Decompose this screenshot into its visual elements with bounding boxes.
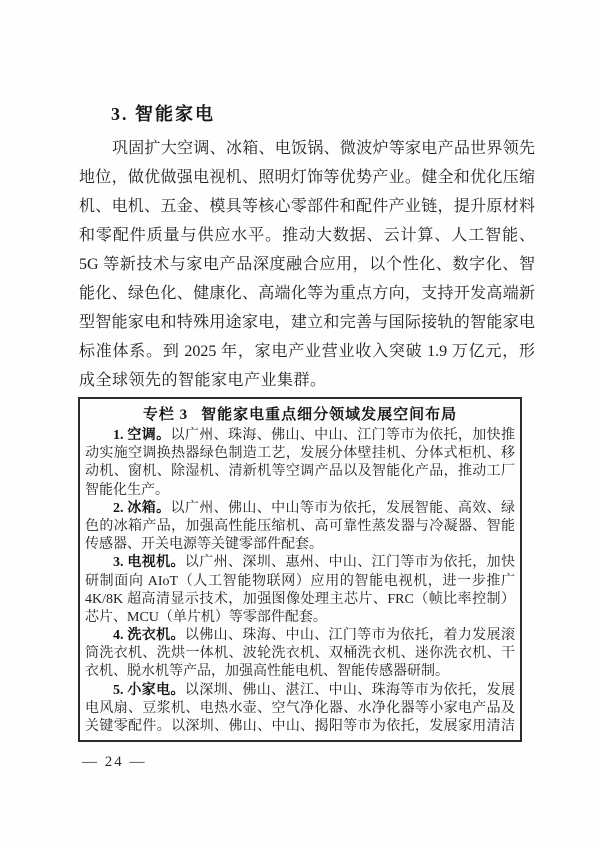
paragraph-line: 标准体系。到 2025 年，家电产业营业收入突破 1.9 万亿元，形: [79, 343, 535, 360]
box-item-line: 3. 电视机。以广州、深圳、惠州、中山、江门等市为依托，加快: [113, 555, 516, 571]
box-item-line: 衣机、脱水机等产品，加强高性能电机、智能传感器研制。: [85, 664, 449, 680]
box-items: [85, 427, 515, 736]
paragraph-line: 成全球领先的智能家电产业集群。: [79, 372, 327, 389]
box-item-lead: 1. 空调。: [113, 428, 171, 443]
box-item-line: 芯片、MCU（单片机）等零部件配套。: [85, 609, 327, 625]
section-heading: 3. 智能家电: [111, 104, 215, 124]
box-item-line: 5. 小家电。以深圳、佛山、湛江、中山、珠海等市为依托，发展: [113, 682, 516, 698]
box-tag: 专栏 3: [142, 407, 189, 423]
box-item-line: 电风扇、豆浆机、电热水壶、空气净化器、水净化器等小家电产品及: [85, 700, 515, 716]
paragraph-line: 巩固扩大空调、冰箱、电饭锅、微波炉等家电产品世界领先: [112, 140, 535, 157]
box-item-lead: 5. 小家电。: [113, 682, 185, 698]
paragraph-line: 地位，做优做强电视机、照明灯饰等优势产业。健全和优化压缩: [79, 169, 535, 186]
box-title: [85, 406, 515, 425]
box-item-line: 研制面向 AIoT（人工智能物联网）应用的智能电视机，进一步推广: [85, 573, 515, 589]
paragraph-line: 机、电机、五金、模具等核心零部件和配件产业链，提升原材料: [79, 198, 535, 215]
box-item-lead: 2. 冰箱。: [113, 500, 171, 516]
box-item-line: 4K/8K 超高清显示技术，加强图像处理主芯片、FRC（帧比率控制）: [85, 591, 515, 607]
body-paragraph: [79, 134, 535, 395]
page-number: — 24 —: [82, 754, 147, 770]
paragraph-line: 和零配件质量与供应水平。推动大数据、云计算、人工智能、: [79, 227, 535, 244]
box-title-text: 智能家电重点细分领域发展空间布局: [201, 407, 458, 423]
box-item-lead: 4. 洗衣机。: [113, 628, 185, 644]
box-item-lead: 3. 电视机。: [113, 555, 185, 571]
box-item-line: 传感器、开关电源等关键零部件配套。: [85, 537, 323, 553]
feature-box: [78, 397, 522, 742]
box-item-line: 4. 洗衣机。以佛山、珠海、中山、江门等市为依托，着力发展滚: [113, 628, 516, 644]
box-item-line: 1. 空调。以广州、珠海、佛山、中山、江门等市为依托，加快推: [113, 428, 516, 443]
paragraph-line: 型智能家电和特殊用途家电，建立和完善与国际接轨的智能家电: [79, 314, 535, 331]
box-item-line: 动机、窗机、除湿机、清新机等空调产品以及智能化产品，推动工厂: [85, 464, 515, 480]
box-item-line: 动实施空调换热器绿色制造工艺，发展分体壁挂机、分体式柜机、移: [85, 446, 515, 462]
box-item-line: 2. 冰箱。以广州、佛山、中山等市为依托，发展智能、高效、绿: [113, 500, 516, 516]
box-item-line: 智能化生产。: [85, 482, 169, 498]
paragraph-line: 能化、绿色化、健康化、高端化等为重点方向，支持开发高端新: [79, 285, 535, 302]
box-item-line: 色的冰箱产品，加强高性能压缩机、高可靠性蒸发器与冷凝器、智能: [85, 518, 515, 534]
box-item-line: 筒洗衣机、洗烘一体机、波轮洗衣机、双桶洗衣机、迷你洗衣机、干: [85, 646, 515, 662]
box-item-line: 关键零配件。以深圳、佛山、中山、揭阳等市为依托，发展家用清洁: [85, 719, 515, 734]
paragraph-line: 5G 等新技术与家电产品深度融合应用，以个性化、数字化、智: [79, 256, 535, 273]
